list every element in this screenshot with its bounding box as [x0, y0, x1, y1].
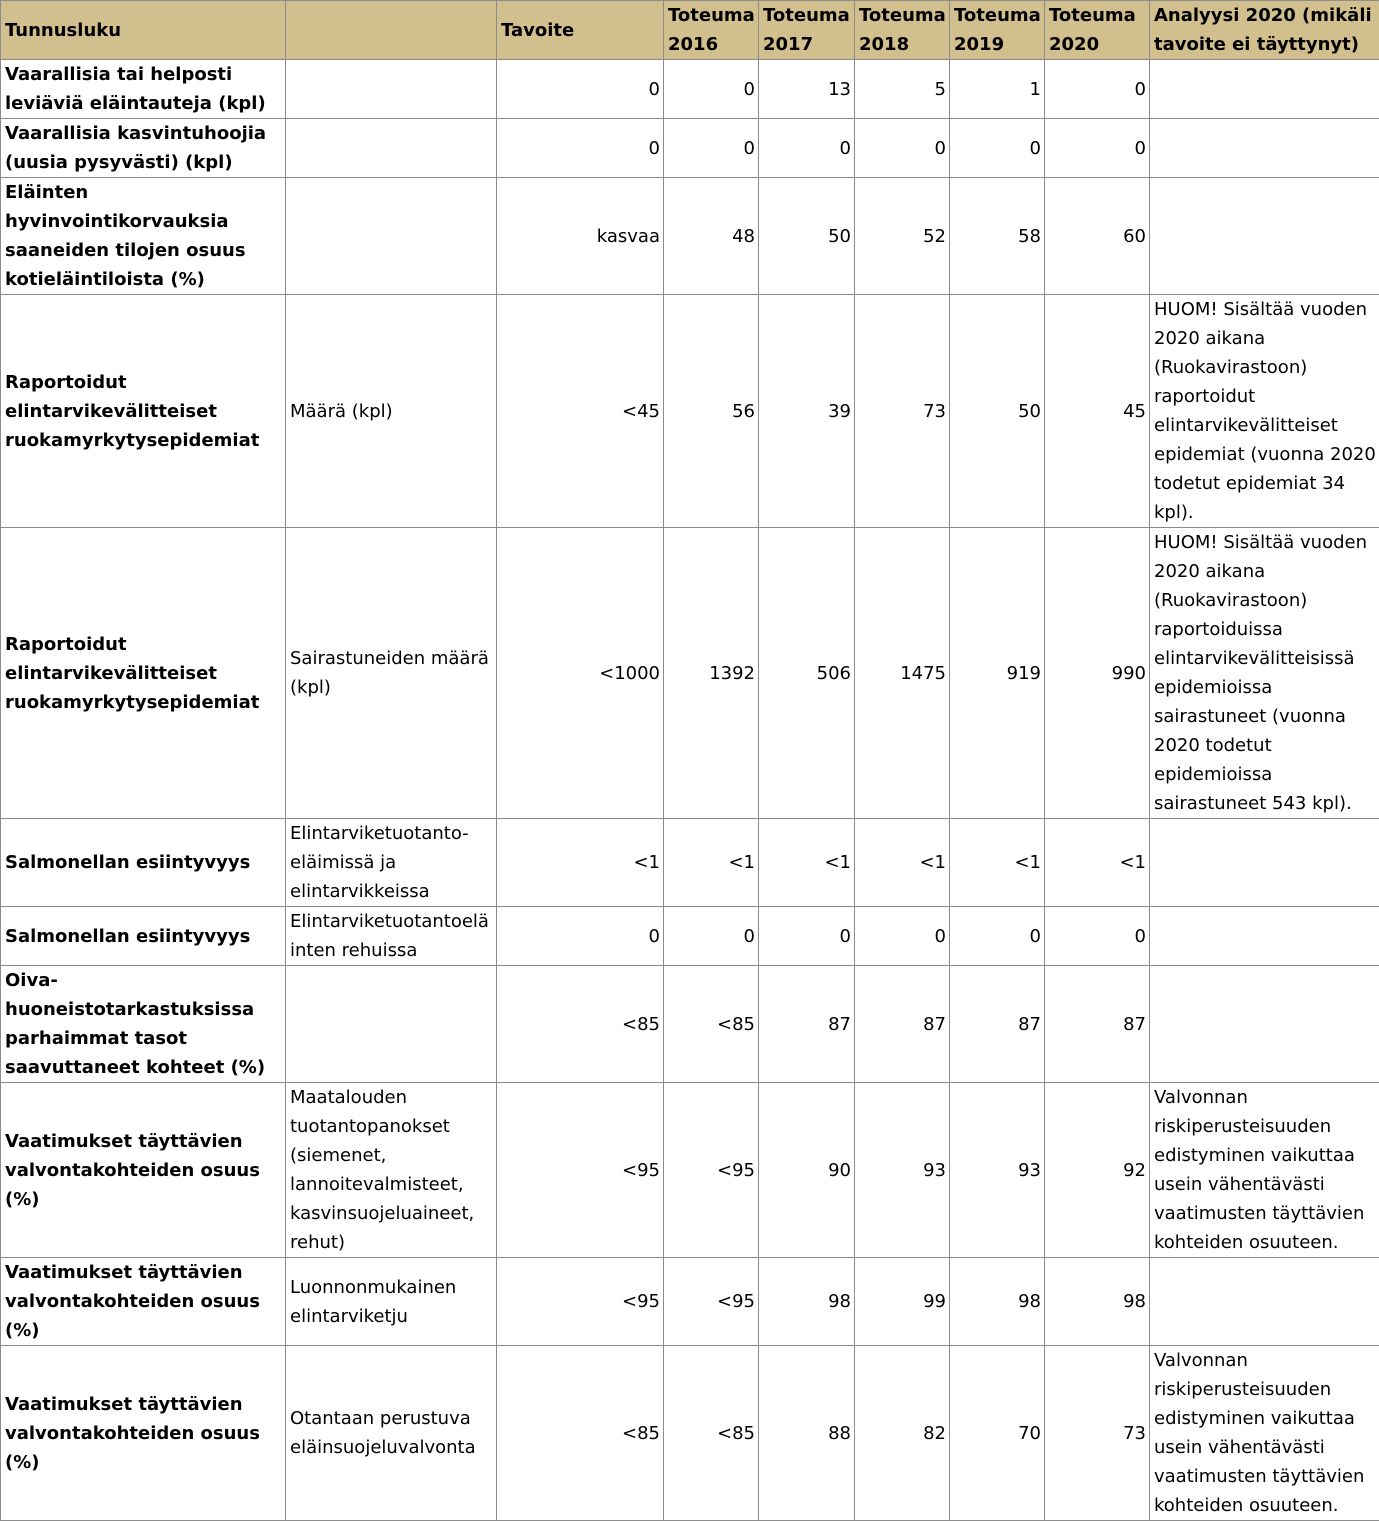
row-2017: 39	[759, 295, 855, 528]
row-2020: 0	[1045, 907, 1150, 966]
row-sub	[286, 60, 497, 119]
row-sub: Määrä (kpl)	[286, 295, 497, 528]
row-2016: <1	[664, 819, 759, 907]
row-2016: 0	[664, 907, 759, 966]
row-2017: <1	[759, 819, 855, 907]
row-sub: Sairastuneiden määrä (kpl)	[286, 528, 497, 819]
row-sub: Elintarviketuotantoeläinten rehuissa	[286, 907, 497, 966]
header-tavoite: Tavoite	[497, 1, 664, 60]
row-tavoite: <85	[497, 966, 664, 1083]
row-2018: 1475	[855, 528, 950, 819]
table-row	[1, 1258, 1379, 1346]
row-analysis	[1150, 966, 1379, 1083]
row-2019: 50	[950, 295, 1045, 528]
row-2020: 0	[1045, 119, 1150, 178]
row-analysis: HUOM! Sisältää vuoden 2020 aikana (Ruokavirastoon) raportoidut elintarvikevälitteiset epidemiat (vuonna 2020 todetut epidemiat 34 kpl).	[1150, 295, 1379, 528]
header-toteuma-2020: Toteuma 2020	[1045, 1, 1150, 60]
row-2020: <1	[1045, 819, 1150, 907]
row-2019: 58	[950, 178, 1045, 295]
row-2018: 5	[855, 60, 950, 119]
row-tavoite: <95	[497, 1258, 664, 1346]
row-analysis	[1150, 907, 1379, 966]
header-toteuma-2019: Toteuma 2019	[950, 1, 1045, 60]
table-row	[1, 295, 1379, 528]
row-name: Raportoidut elintarvikevälitteiset ruokamyrkytysepidemiat	[1, 528, 286, 819]
row-2016: <95	[664, 1083, 759, 1258]
row-name: Vaatimukset täyttävien valvontakohteiden osuus (%)	[1, 1083, 286, 1258]
header-toteuma-2017: Toteuma 2017	[759, 1, 855, 60]
row-2020: 98	[1045, 1258, 1150, 1346]
row-sub: Maatalouden tuotantopanokset (siemenet, lannoitevalmisteet, kasvinsuojeluaineet, rehut)	[286, 1083, 497, 1258]
row-2018: 87	[855, 966, 950, 1083]
row-analysis	[1150, 119, 1379, 178]
row-2018: 99	[855, 1258, 950, 1346]
header-toteuma-2018: Toteuma 2018	[855, 1, 950, 60]
row-tavoite: 0	[497, 119, 664, 178]
row-2016: 0	[664, 60, 759, 119]
table-row	[1, 528, 1379, 819]
row-analysis	[1150, 819, 1379, 907]
row-sub	[286, 119, 497, 178]
row-2017: 87	[759, 966, 855, 1083]
row-2016: <85	[664, 966, 759, 1083]
table-row	[1, 119, 1379, 178]
row-2019: <1	[950, 819, 1045, 907]
row-2020: 45	[1045, 295, 1150, 528]
table-row	[1, 819, 1379, 907]
row-2017: 90	[759, 1083, 855, 1258]
row-tavoite: 0	[497, 907, 664, 966]
row-name: Eläinten hyvinvointikorvauksia saaneiden tilojen osuus kotieläintiloista (%)	[1, 178, 286, 295]
row-analysis	[1150, 1258, 1379, 1346]
row-2018: <1	[855, 819, 950, 907]
row-2018: 73	[855, 295, 950, 528]
row-2019: 0	[950, 119, 1045, 178]
row-2016: <95	[664, 1258, 759, 1346]
row-2017: 0	[759, 907, 855, 966]
row-2016: 48	[664, 178, 759, 295]
row-sub	[286, 966, 497, 1083]
row-2016: 1392	[664, 528, 759, 819]
row-name: Vaatimukset täyttävien valvontakohteiden osuus (%)	[1, 1346, 286, 1521]
row-2016: 0	[664, 119, 759, 178]
row-2019: 919	[950, 528, 1045, 819]
row-name: Salmonellan esiintyvyys	[1, 819, 286, 907]
row-analysis	[1150, 178, 1379, 295]
table-row	[1, 966, 1379, 1083]
row-2020: 92	[1045, 1083, 1150, 1258]
row-2019: 0	[950, 907, 1045, 966]
row-sub: Otantaan perustuva eläinsuojeluvalvonta	[286, 1346, 497, 1521]
row-sub: Luonnonmukainen elintarviketju	[286, 1258, 497, 1346]
row-analysis: Valvonnan riskiperusteisuuden edistyminen vaikuttaa usein vähentävästi vaatimusten täyttävien kohteiden osuuteen.	[1150, 1083, 1379, 1258]
row-2016: 56	[664, 295, 759, 528]
header-row	[1, 1, 1379, 60]
row-tavoite: <85	[497, 1346, 664, 1521]
header-blank	[286, 1, 497, 60]
row-2017: 98	[759, 1258, 855, 1346]
row-2020: 60	[1045, 178, 1150, 295]
row-2020: 0	[1045, 60, 1150, 119]
table-row	[1, 907, 1379, 966]
row-2018: 0	[855, 907, 950, 966]
table-row	[1, 1083, 1379, 1258]
row-2020: 990	[1045, 528, 1150, 819]
header-analyysi: Analyysi 2020 (mikäli tavoite ei täyttynyt)	[1150, 1, 1379, 60]
row-2020: 87	[1045, 966, 1150, 1083]
row-2020: 73	[1045, 1346, 1150, 1521]
row-2018: 0	[855, 119, 950, 178]
row-2018: 82	[855, 1346, 950, 1521]
row-2019: 87	[950, 966, 1045, 1083]
row-name: Salmonellan esiintyvyys	[1, 907, 286, 966]
row-name: Vaatimukset täyttävien valvontakohteiden osuus (%)	[1, 1258, 286, 1346]
row-2019: 1	[950, 60, 1045, 119]
table-row	[1, 178, 1379, 295]
table-row	[1, 60, 1379, 119]
header-tunnusluku: Tunnusluku	[1, 1, 286, 60]
row-name: Vaarallisia kasvintuhoojia (uusia pysyvästi) (kpl)	[1, 119, 286, 178]
row-analysis: HUOM! Sisältää vuoden 2020 aikana (Ruokavirastoon) raportoiduissa elintarvikevälitteisissä epidemioissa sairastuneet (vuonna 2020 todetut epidemioissa sairastuneet 543 kpl).	[1150, 528, 1379, 819]
row-sub	[286, 178, 497, 295]
row-2019: 93	[950, 1083, 1045, 1258]
row-tavoite: <95	[497, 1083, 664, 1258]
row-2017: 0	[759, 119, 855, 178]
row-tavoite: <45	[497, 295, 664, 528]
row-2019: 98	[950, 1258, 1045, 1346]
row-2017: 88	[759, 1346, 855, 1521]
row-analysis: Valvonnan riskiperusteisuuden edistyminen vaikuttaa usein vähentävästi vaatimusten täyttävien kohteiden osuuteen.	[1150, 1346, 1379, 1521]
row-tavoite: <1000	[497, 528, 664, 819]
row-name: Vaarallisia tai helposti leviäviä eläintauteja (kpl)	[1, 60, 286, 119]
row-analysis	[1150, 60, 1379, 119]
row-2016: <85	[664, 1346, 759, 1521]
table-row	[1, 1346, 1379, 1521]
row-2017: 13	[759, 60, 855, 119]
row-tavoite: 0	[497, 60, 664, 119]
row-sub: Elintarviketuotanto-eläimissä ja elintarvikkeissa	[286, 819, 497, 907]
row-2018: 93	[855, 1083, 950, 1258]
row-name: Raportoidut elintarvikevälitteiset ruokamyrkytysepidemiat	[1, 295, 286, 528]
header-toteuma-2016: Toteuma 2016	[664, 1, 759, 60]
row-2017: 50	[759, 178, 855, 295]
row-2017: 506	[759, 528, 855, 819]
row-2019: 70	[950, 1346, 1045, 1521]
row-name: Oiva-huoneistotarkastuksissa parhaimmat tasot saavuttaneet kohteet (%)	[1, 966, 286, 1083]
row-2018: 52	[855, 178, 950, 295]
row-tavoite: <1	[497, 819, 664, 907]
row-tavoite: kasvaa	[497, 178, 664, 295]
